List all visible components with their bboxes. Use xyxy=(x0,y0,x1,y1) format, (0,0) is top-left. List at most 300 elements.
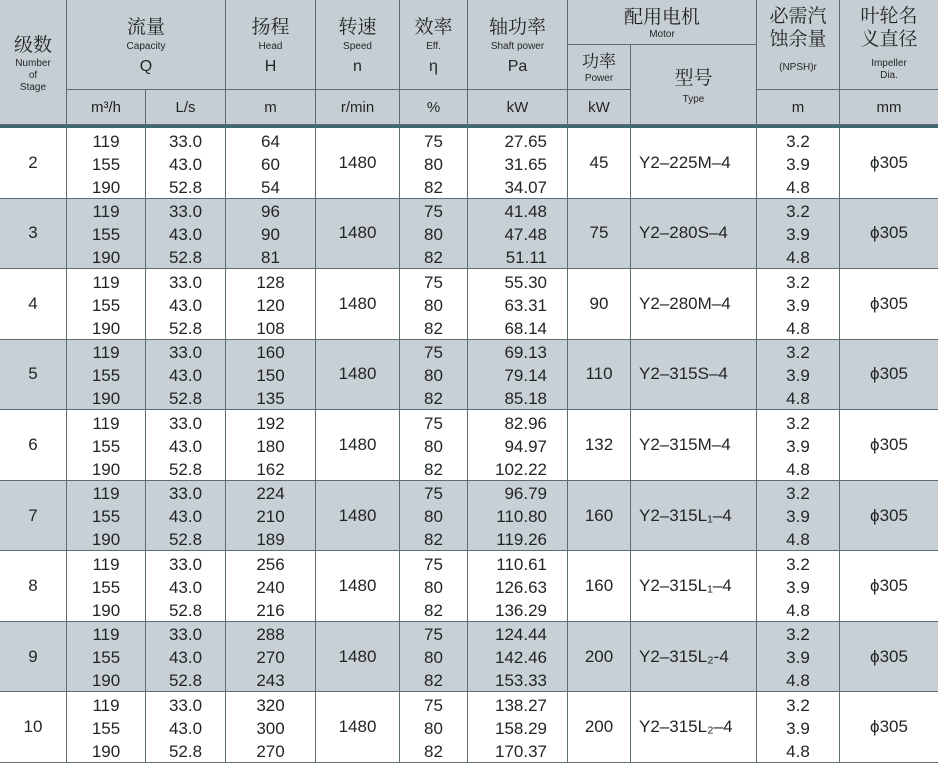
npsh-cell xyxy=(757,410,840,481)
capacity-m3h-value: 119 xyxy=(92,272,120,292)
head-value: 60 xyxy=(261,154,280,174)
impeller-dia-value: ϕ305 xyxy=(870,646,908,666)
speed-cell xyxy=(316,199,400,270)
capacity-m3h-value: 119 xyxy=(92,343,120,363)
efficiency-cell xyxy=(400,551,468,622)
capacity-m3h-cell xyxy=(67,199,146,270)
shaft-power-cell xyxy=(468,481,568,552)
stage-number: 2 xyxy=(28,152,38,172)
shaft-power-value: 47.48 xyxy=(504,225,547,245)
motor-type-value: Y2–315L₂-4 xyxy=(639,646,729,666)
head-value: 270 xyxy=(256,648,285,668)
capacity-m3h-value: 190 xyxy=(91,177,121,197)
capacity-m3h-value: 190 xyxy=(91,318,121,338)
shaft-power-header-en: Shaft power xyxy=(490,41,545,52)
motor-type-cell xyxy=(631,692,757,763)
efficiency-value: 82 xyxy=(424,389,443,409)
speed-cell xyxy=(316,692,400,763)
capacity-ls-value: 52.8 xyxy=(168,459,203,479)
shaft-power-value: 153.33 xyxy=(495,671,547,691)
head-value: 243 xyxy=(256,671,285,691)
head-value: 162 xyxy=(256,459,285,479)
shaft-power-value: 41.48 xyxy=(504,202,547,222)
unit-motor-power: kW xyxy=(568,90,631,125)
impeller-dia-value: ϕ305 xyxy=(870,152,908,172)
motor-type-header-en: Type xyxy=(682,94,705,105)
shaft-power-value: 119.26 xyxy=(496,530,547,550)
head-value: 90 xyxy=(261,225,280,245)
motor-header-zh: 配用电机 xyxy=(623,6,700,28)
shaft-power-cell xyxy=(468,128,568,199)
capacity-m3h-cell xyxy=(67,128,146,199)
npsh-value: 3.2 xyxy=(786,695,810,715)
speed-value: 1480 xyxy=(338,293,377,313)
capacity-ls-cell xyxy=(146,340,226,411)
impeller-dia-cell xyxy=(840,199,938,270)
efficiency-value: 80 xyxy=(424,295,443,315)
motor-type-header xyxy=(631,45,757,125)
shaft-power-value: 126.63 xyxy=(495,577,547,597)
npsh-cell xyxy=(757,692,840,763)
capacity-m3h-value: 190 xyxy=(91,459,121,479)
npsh-value: 3.2 xyxy=(786,131,810,151)
npsh-cell xyxy=(757,199,840,270)
capacity-m3h-value: 155 xyxy=(91,648,121,668)
stage-number: 4 xyxy=(28,293,38,313)
speed-header-en: Speed xyxy=(343,41,372,52)
capacity-ls-value: 43.0 xyxy=(168,366,203,386)
capacity-ls-value: 52.8 xyxy=(168,248,203,268)
head-value: 300 xyxy=(256,718,285,738)
efficiency-cell xyxy=(400,410,468,481)
capacity-m3h-value: 119 xyxy=(92,484,120,504)
npsh-value: 3.9 xyxy=(786,295,810,315)
efficiency-value: 80 xyxy=(424,366,443,386)
capacity-m3h-value: 155 xyxy=(91,154,121,174)
capacity-ls-value: 52.8 xyxy=(168,389,203,409)
motor-power-value: 75 xyxy=(589,223,609,243)
npsh-cell xyxy=(757,269,840,340)
capacity-m3h-value: 190 xyxy=(91,530,121,550)
head-value: 192 xyxy=(256,413,285,433)
capacity-m3h-cell xyxy=(67,410,146,481)
npsh-value: 3.9 xyxy=(786,507,810,527)
capacity-m3h-value: 155 xyxy=(91,718,121,738)
stage-header-zh: 级数 xyxy=(13,34,52,56)
head-value: 108 xyxy=(256,318,285,338)
shaft-power-value: 79.14 xyxy=(504,366,547,386)
capacity-ls-value: 52.8 xyxy=(168,177,203,197)
motor-power-value: 110 xyxy=(585,364,613,384)
head-value: 81 xyxy=(261,248,280,268)
capacity-ls-cell xyxy=(146,269,226,340)
stage-cell xyxy=(0,692,67,763)
npsh-value: 3.2 xyxy=(786,484,810,504)
motor-header xyxy=(568,0,757,45)
efficiency-value: 82 xyxy=(424,741,443,761)
capacity-ls-value: 52.8 xyxy=(168,530,203,550)
motor-power-value: 90 xyxy=(589,293,609,313)
head-value: 120 xyxy=(256,295,285,315)
shaft-power-value: 96.79 xyxy=(504,484,547,504)
npsh-value: 4.8 xyxy=(786,741,810,761)
motor-header-en: Motor xyxy=(649,29,675,40)
head-value: 150 xyxy=(256,366,285,386)
npsh-value: 3.9 xyxy=(786,718,810,738)
capacity-ls-value: 33.0 xyxy=(168,413,203,433)
capacity-m3h-value: 119 xyxy=(92,554,120,574)
capacity-header xyxy=(67,0,226,90)
unit-efficiency: % xyxy=(400,90,468,125)
efficiency-value: 75 xyxy=(424,272,443,292)
efficiency-value: 80 xyxy=(424,648,443,668)
motor-type-cell xyxy=(631,340,757,411)
efficiency-value: 82 xyxy=(424,459,443,479)
efficiency-cell xyxy=(400,340,468,411)
efficiency-cell xyxy=(400,128,468,199)
head-cell xyxy=(226,128,316,199)
npsh-value: 3.2 xyxy=(786,625,810,645)
stage-number: 9 xyxy=(28,646,38,666)
capacity-ls-cell xyxy=(146,622,226,693)
speed-value: 1480 xyxy=(338,434,377,454)
stage-header-en: of xyxy=(28,70,38,81)
capacity-m3h-cell xyxy=(67,269,146,340)
npsh-value: 3.9 xyxy=(786,648,810,668)
capacity-ls-value: 43.0 xyxy=(168,648,203,668)
impeller-dia-cell xyxy=(840,692,938,763)
head-value: 270 xyxy=(256,741,285,761)
stage-cell xyxy=(0,481,67,552)
capacity-ls-value: 43.0 xyxy=(168,718,203,738)
impeller-dia-cell xyxy=(840,269,938,340)
stage-cell xyxy=(0,622,67,693)
capacity-m3h-cell xyxy=(67,551,146,622)
efficiency-value: 82 xyxy=(424,177,443,197)
shaft-power-value: 158.29 xyxy=(495,718,547,738)
npsh-cell xyxy=(757,481,840,552)
stage-header xyxy=(0,0,67,125)
speed-value: 1480 xyxy=(338,717,377,737)
shaft-power-value: 82.96 xyxy=(504,413,547,433)
motor-type-cell xyxy=(631,551,757,622)
impeller-header-en: Dia. xyxy=(880,70,898,81)
head-value: 160 xyxy=(256,343,285,363)
motor-power-value: 200 xyxy=(584,717,614,737)
speed-cell xyxy=(316,481,400,552)
efficiency-value: 75 xyxy=(424,413,443,433)
motor-type-value: Y2–315M–4 xyxy=(639,434,731,454)
npsh-value: 4.8 xyxy=(786,530,810,550)
motor-type-cell xyxy=(631,128,757,199)
head-cell xyxy=(226,340,316,411)
head-cell xyxy=(226,622,316,693)
head-header-en: Head xyxy=(258,41,283,52)
efficiency-cell xyxy=(400,692,468,763)
head-header-zh: 扬程 xyxy=(251,16,290,38)
efficiency-value: 82 xyxy=(424,671,443,691)
capacity-m3h-value: 119 xyxy=(92,625,120,645)
efficiency-value: 80 xyxy=(424,507,443,527)
npsh-value: 3.2 xyxy=(786,202,810,222)
motor-power-cell xyxy=(568,481,631,552)
impeller-dia-value: ϕ305 xyxy=(870,364,908,384)
stage-cell xyxy=(0,128,67,199)
speed-value: 1480 xyxy=(338,152,377,172)
head-value: 224 xyxy=(256,484,285,504)
head-cell xyxy=(226,551,316,622)
capacity-m3h-value: 190 xyxy=(91,248,121,268)
impeller-dia-value: ϕ305 xyxy=(870,293,908,313)
head-value: 128 xyxy=(256,272,285,292)
impeller-dia-cell xyxy=(840,622,938,693)
speed-header-zh: 转速 xyxy=(338,16,377,38)
capacity-header-zh: 流量 xyxy=(126,16,165,38)
efficiency-header xyxy=(400,0,468,90)
unit-capacity-m3h: m³/h xyxy=(67,90,146,125)
head-header xyxy=(226,0,316,90)
efficiency-value: 75 xyxy=(424,554,443,574)
motor-power-cell xyxy=(568,410,631,481)
speed-value: 1480 xyxy=(338,505,377,525)
head-cell xyxy=(226,269,316,340)
capacity-m3h-value: 190 xyxy=(91,741,121,761)
motor-type-header-zh: 型号 xyxy=(674,67,713,89)
capacity-m3h-value: 119 xyxy=(92,413,120,433)
motor-power-cell xyxy=(568,269,631,340)
speed-header xyxy=(316,0,400,90)
capacity-m3h-value: 190 xyxy=(91,600,121,620)
head-cell xyxy=(226,199,316,270)
motor-type-value: Y2–315L₂–4 xyxy=(639,717,733,737)
head-value: 180 xyxy=(256,436,285,456)
capacity-m3h-cell xyxy=(67,692,146,763)
npsh-cell xyxy=(757,622,840,693)
motor-type-value: Y2–315L₁–4 xyxy=(639,505,732,525)
stage-cell xyxy=(0,551,67,622)
capacity-m3h-cell xyxy=(67,340,146,411)
speed-symbol: n xyxy=(353,58,362,75)
head-value: 210 xyxy=(256,507,285,527)
npsh-value: 3.2 xyxy=(786,343,810,363)
shaft-power-value: 138.27 xyxy=(495,695,547,715)
capacity-ls-value: 33.0 xyxy=(168,202,203,222)
efficiency-header-zh: 效率 xyxy=(414,16,453,38)
npsh-value: 4.8 xyxy=(786,600,810,620)
motor-power-value: 160 xyxy=(584,505,614,525)
capacity-ls-cell xyxy=(146,481,226,552)
shaft-power-symbol: Pa xyxy=(507,58,528,75)
impeller-dia-value: ϕ305 xyxy=(870,505,908,525)
shaft-power-value: 63.31 xyxy=(504,295,547,315)
capacity-symbol: Q xyxy=(139,58,153,75)
efficiency-cell xyxy=(400,481,468,552)
npsh-value: 4.8 xyxy=(786,318,810,338)
npsh-header-zh: 必需汽蚀余量 xyxy=(769,5,827,50)
capacity-ls-value: 43.0 xyxy=(168,154,203,174)
npsh-value: 4.8 xyxy=(786,459,810,479)
stage-number: 3 xyxy=(28,223,38,243)
motor-power-header xyxy=(568,45,631,90)
unit-shaft-power: kW xyxy=(468,90,568,125)
speed-cell xyxy=(316,269,400,340)
efficiency-value: 75 xyxy=(424,131,443,151)
impeller-header-en: Impeller xyxy=(871,58,907,69)
motor-type-value: Y2–280S–4 xyxy=(639,223,728,243)
capacity-m3h-value: 155 xyxy=(91,295,121,315)
impeller-dia-cell xyxy=(840,481,938,552)
npsh-value: 4.8 xyxy=(786,389,810,409)
stage-number: 8 xyxy=(28,576,38,596)
efficiency-cell xyxy=(400,622,468,693)
head-value: 240 xyxy=(256,577,285,597)
npsh-cell xyxy=(757,340,840,411)
impeller-dia-value: ϕ305 xyxy=(870,434,908,454)
stage-cell xyxy=(0,269,67,340)
efficiency-header-en: Eff. xyxy=(426,41,441,52)
shaft-power-value: 110.80 xyxy=(496,507,547,527)
shaft-power-value: 170.37 xyxy=(495,741,547,761)
efficiency-value: 80 xyxy=(424,436,443,456)
capacity-m3h-value: 119 xyxy=(92,202,120,222)
efficiency-symbol: η xyxy=(429,58,438,75)
npsh-value: 3.9 xyxy=(786,436,810,456)
head-value: 54 xyxy=(261,177,280,197)
capacity-m3h-value: 155 xyxy=(91,507,121,527)
head-value: 64 xyxy=(261,131,280,151)
efficiency-value: 82 xyxy=(424,318,443,338)
npsh-value: 4.8 xyxy=(786,177,810,197)
speed-cell xyxy=(316,340,400,411)
unit-impeller: mm xyxy=(840,90,938,125)
unit-speed: r/min xyxy=(316,90,400,125)
efficiency-value: 80 xyxy=(424,577,443,597)
motor-power-value: 160 xyxy=(584,576,614,596)
motor-type-cell xyxy=(631,269,757,340)
shaft-power-cell xyxy=(468,199,568,270)
impeller-dia-value: ϕ305 xyxy=(870,223,908,243)
npsh-value: 3.9 xyxy=(786,154,810,174)
efficiency-cell xyxy=(400,199,468,270)
impeller-header xyxy=(840,0,938,90)
shaft-power-value: 51.11 xyxy=(505,248,547,268)
efficiency-value: 82 xyxy=(424,600,443,620)
efficiency-value: 75 xyxy=(424,343,443,363)
shaft-power-value: 27.65 xyxy=(504,131,547,151)
npsh-header xyxy=(757,0,840,90)
npsh-header-en: (NPSH)r xyxy=(779,62,817,73)
capacity-m3h-value: 119 xyxy=(92,131,120,151)
motor-type-value: Y2–225M–4 xyxy=(639,152,731,172)
impeller-dia-cell xyxy=(840,551,938,622)
stage-header-en: Number xyxy=(15,58,51,69)
efficiency-cell xyxy=(400,269,468,340)
capacity-ls-value: 43.0 xyxy=(168,577,203,597)
shaft-power-value: 31.65 xyxy=(504,154,547,174)
npsh-value: 4.8 xyxy=(786,248,810,268)
shaft-power-cell xyxy=(468,340,568,411)
capacity-header-en: Capacity xyxy=(126,41,166,52)
impeller-header-zh: 叶轮名义直径 xyxy=(860,5,918,50)
npsh-value: 3.9 xyxy=(786,225,810,245)
stage-cell xyxy=(0,199,67,270)
motor-power-header-en: Power xyxy=(584,73,614,84)
npsh-value: 3.9 xyxy=(786,577,810,597)
capacity-m3h-cell xyxy=(67,622,146,693)
capacity-ls-value: 33.0 xyxy=(168,554,203,574)
shaft-power-value: 136.29 xyxy=(495,600,547,620)
stage-number: 10 xyxy=(23,717,43,737)
motor-type-value: Y2–280M–4 xyxy=(639,293,731,313)
shaft-power-value: 110.61 xyxy=(496,554,547,574)
capacity-ls-value: 43.0 xyxy=(168,507,203,527)
head-symbol: H xyxy=(264,58,277,75)
shaft-power-header xyxy=(468,0,568,90)
shaft-power-value: 69.13 xyxy=(504,343,547,363)
shaft-power-value: 55.30 xyxy=(504,272,547,292)
motor-power-cell xyxy=(568,340,631,411)
motor-power-value: 132 xyxy=(584,434,614,454)
shaft-power-cell xyxy=(468,692,568,763)
npsh-value: 3.2 xyxy=(786,554,810,574)
motor-power-cell xyxy=(568,692,631,763)
capacity-m3h-value: 155 xyxy=(91,577,121,597)
head-value: 135 xyxy=(256,389,285,409)
stage-cell xyxy=(0,410,67,481)
motor-type-cell xyxy=(631,622,757,693)
speed-cell xyxy=(316,551,400,622)
efficiency-value: 75 xyxy=(424,625,443,645)
shaft-power-value: 94.97 xyxy=(504,436,547,456)
motor-power-value: 45 xyxy=(589,152,609,172)
head-value: 189 xyxy=(256,530,285,550)
capacity-ls-cell xyxy=(146,128,226,199)
speed-value: 1480 xyxy=(338,646,377,666)
capacity-ls-value: 52.8 xyxy=(168,318,203,338)
capacity-m3h-value: 190 xyxy=(91,389,121,409)
shaft-power-cell xyxy=(468,551,568,622)
capacity-ls-value: 43.0 xyxy=(168,225,203,245)
motor-type-value: Y2–315S–4 xyxy=(639,364,728,384)
shaft-power-cell xyxy=(468,269,568,340)
efficiency-value: 82 xyxy=(424,530,443,550)
capacity-ls-value: 43.0 xyxy=(168,295,203,315)
speed-value: 1480 xyxy=(338,364,377,384)
shaft-power-value: 34.07 xyxy=(504,177,547,197)
stage-cell xyxy=(0,340,67,411)
capacity-ls-cell xyxy=(146,551,226,622)
head-value: 288 xyxy=(256,625,285,645)
unit-head: m xyxy=(226,90,316,125)
npsh-value: 3.9 xyxy=(786,366,810,386)
stage-number: 6 xyxy=(28,434,38,454)
head-value: 320 xyxy=(256,695,285,715)
motor-type-cell xyxy=(631,410,757,481)
capacity-m3h-value: 190 xyxy=(91,671,121,691)
capacity-ls-cell xyxy=(146,692,226,763)
speed-cell xyxy=(316,622,400,693)
efficiency-value: 80 xyxy=(424,225,443,245)
capacity-ls-value: 33.0 xyxy=(168,695,203,715)
impeller-dia-cell xyxy=(840,340,938,411)
motor-power-cell xyxy=(568,622,631,693)
capacity-ls-value: 52.8 xyxy=(168,741,203,761)
efficiency-value: 80 xyxy=(424,718,443,738)
capacity-ls-value: 52.8 xyxy=(168,600,203,620)
stage-header-en: Stage xyxy=(19,82,47,93)
capacity-ls-cell xyxy=(146,199,226,270)
npsh-value: 4.8 xyxy=(786,671,810,691)
